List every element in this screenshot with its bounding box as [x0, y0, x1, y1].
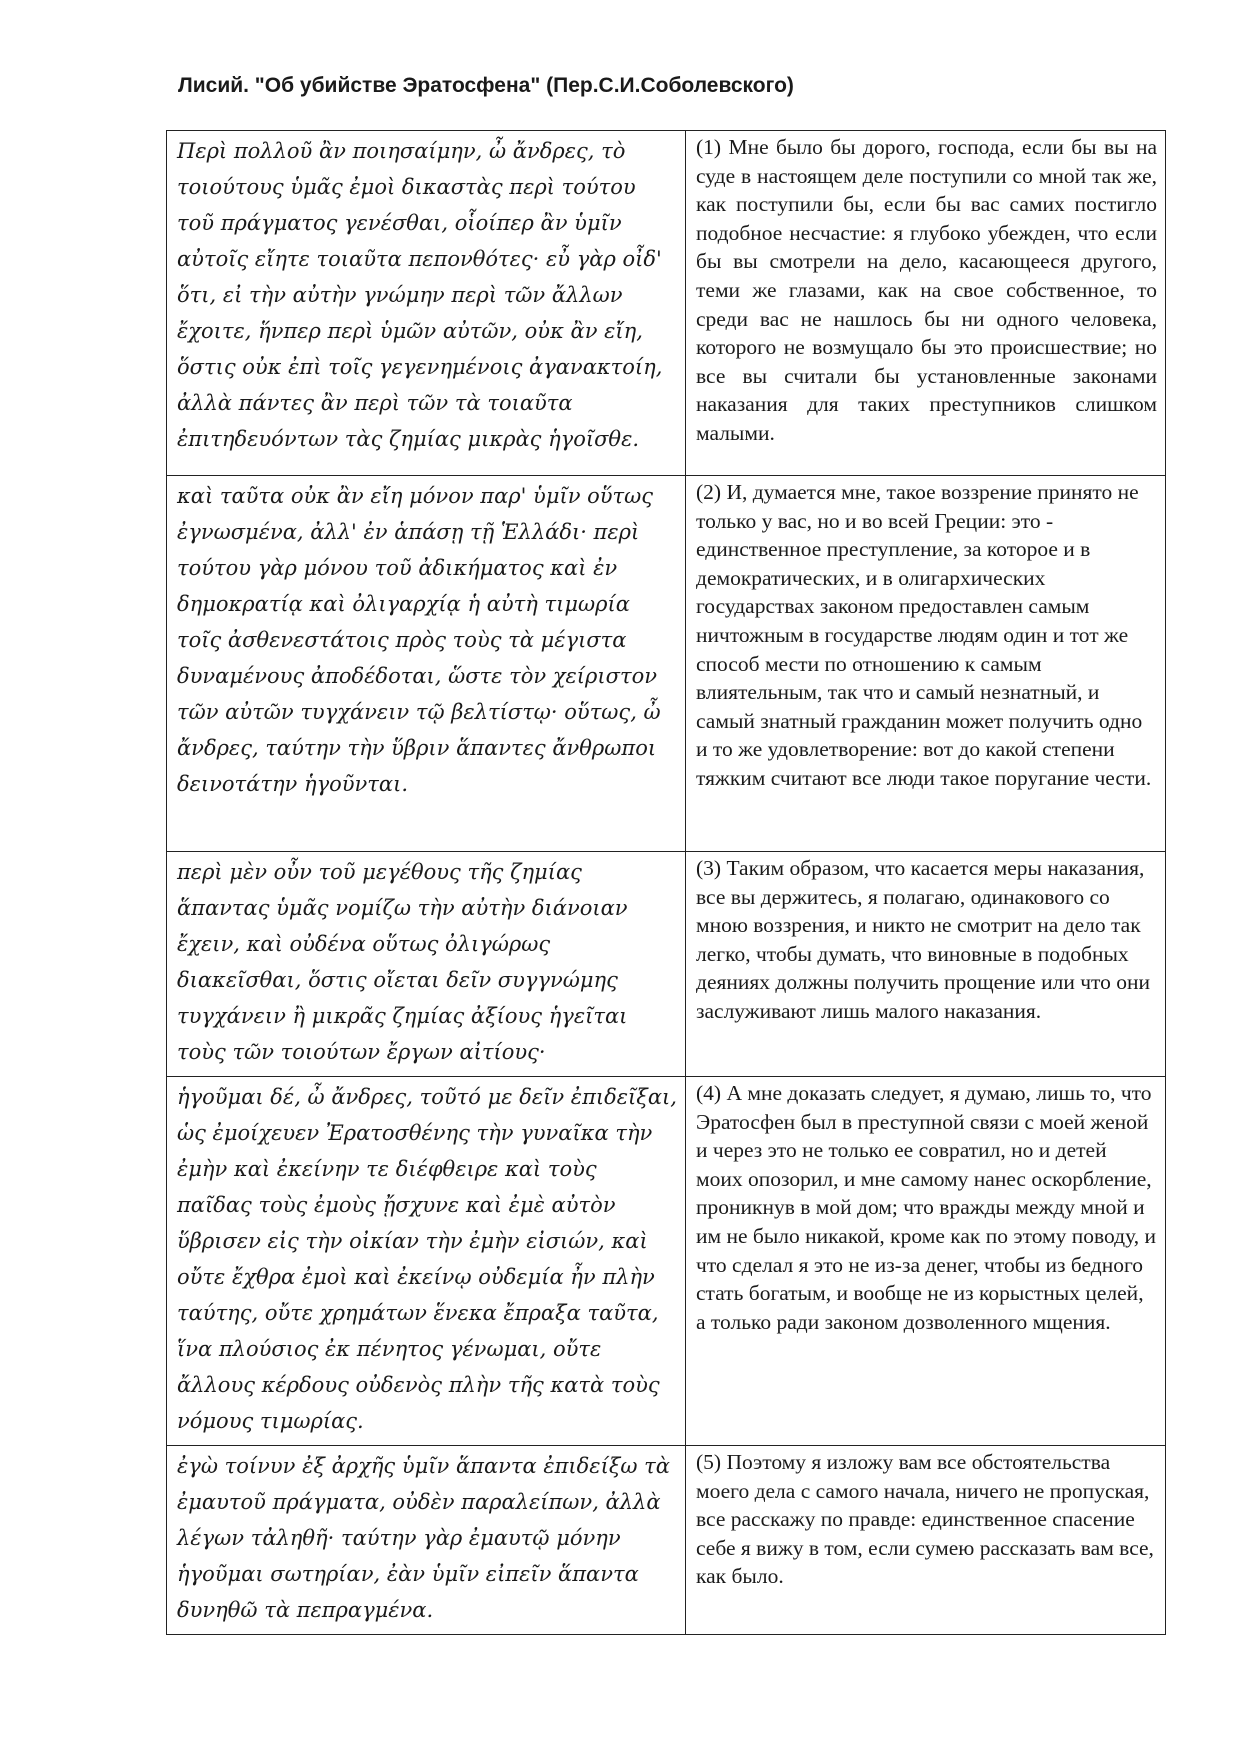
- parallel-text-table: [166, 130, 1166, 1635]
- table-row: [167, 1446, 1166, 1635]
- greek-text-cell: περὶ μὲν οὖν τοῦ μεγέθους τῆς ζημίας ἅπαντας ὑμᾶς νομίζω τὴν αὐτὴν διάνοιαν ἔχειν, καὶ οὐδένα οὕτως ὀλιγώρως διακεῖσθαι, ὅστις οἴεται δεῖν συγγνώμης τυγχάνειν ἢ μικρᾶς ζημίας ἀξίους ἡγεῖται τοὺς τῶν τοιούτων ἔργων αἰτίους·: [167, 852, 686, 1077]
- russian-text-cell: (4) А мне доказать следует, я думаю, лишь то, что Эратосфен был в преступной связи с моей женой и через это не только ее совратил, но и детей моих опозорил, и мне самому нанес оскорбление, проникнув в мой дом; что вражды между мной и им не было никакой, кроме как по этому поводу, и что сделал я это не из-за денег, чтобы из бедного стать богатым, и вообще не из корыстных целей, а только ради законом дозволенного мщения.: [686, 1077, 1166, 1446]
- table-row: [167, 131, 1166, 476]
- greek-text-cell: ἐγὼ τοίνυν ἐξ ἀρχῆς ὑμῖν ἅπαντα ἐπιδείξω τὰ ἐμαυτοῦ πράγματα, οὐδὲν παραλείπων, ἀλλὰ λέγων τἀληθῆ· ταύτην γὰρ ἐμαυτῷ μόνην ἡγοῦμαι σωτηρίαν, ἐὰν ὑμῖν εἰπεῖν ἅπαντα δυνηθῶ τὰ πεπραγμένα.: [167, 1446, 686, 1635]
- page-title: Лисий. "Об убийстве Эратосфена" (Пер.С.И.Соболевского): [178, 74, 794, 97]
- greek-text-cell: Περὶ πολλοῦ ἂν ποιησαίμην, ὦ ἄνδρες, τὸ τοιούτους ὑμᾶς ἐμοὶ δικαστὰς περὶ τούτου τοῦ πράγματος γενέσθαι, οἷοίπερ ἂν ὑμῖν αὐτοῖς εἴητε τοιαῦτα πεπονθότες· εὖ γὰρ οἶδ' ὅτι, εἰ τὴν αὐτὴν γνώμην περὶ τῶν ἄλλων ἔχοιτε, ἥνπερ περὶ ὑμῶν αὐτῶν, οὐκ ἂν εἴη, ὅστις οὐκ ἐπὶ τοῖς γεγενημένοις ἀγανακτοίη, ἀλλὰ πάντες ἂν περὶ τῶν τὰ τοιαῦτα ἐπιτηδευόντων τὰς ζημίας μικρὰς ἡγοῖσθε.: [167, 131, 686, 476]
- russian-text-cell: (2) И, думается мне, такое воззрение принято не только у вас, но и во всей Греции: это - единственное преступление, за которое и в демократических, и в олигархических государствах законом предоставлен самым ничтожным в государстве людям один и тот же способ мести по отношению к самым влиятельным, так что и самый незнатный, и самый знатный гражданин может получить одно и то же удовлетворение: вот до какой степени тяжким считают все люди такое поругание чести.: [686, 476, 1166, 852]
- russian-text-cell: (1) Мне было бы дорого, господа, если бы вы на суде в настоящем деле поступили со мной так же, как поступили бы, если бы вас самих постигло подобное несчастие: я глубоко убежден, что если бы вы смотрели на дело, касающееся другого, теми же глазами, как на свое собственное, то среди вас не нашлось бы ни одного человека, которого не возмущало бы это происшествие; но все вы считали бы установленные законами наказания для таких преступников слишком малыми.: [686, 131, 1166, 476]
- russian-text-cell: (3) Таким образом, что касается меры наказания, все вы держитесь, я полагаю, одинакового со мною воззрения, и никто не смотрит на дело так легко, чтобы думать, что виновные в подобных деяниях должны получить прощение или что они заслуживают лишь малого наказания.: [686, 852, 1166, 1077]
- greek-text-cell: καὶ ταῦτα οὐκ ἂν εἴη μόνον παρ' ὑμῖν οὕτως ἐγνωσμένα, ἀλλ' ἐν ἁπάσῃ τῇ Ἑλλάδι· περὶ τούτου γὰρ μόνου τοῦ ἀδικήματος καὶ ἐν δημοκρατίᾳ καὶ ὀλιγαρχίᾳ ἡ αὐτὴ τιμωρία τοῖς ἀσθενεστάτοις πρὸς τοὺς τὰ μέγιστα δυναμένους ἀποδέδοται, ὥστε τὸν χείριστον τῶν αὐτῶν τυγχάνειν τῷ βελτίστῳ· οὕτως, ὦ ἄνδρες, ταύτην τὴν ὕβριν ἅπαντες ἄνθρωποι δεινοτάτην ἡγοῦνται.: [167, 476, 686, 852]
- table-row: [167, 476, 1166, 852]
- table-row: [167, 1077, 1166, 1446]
- table-row: [167, 852, 1166, 1077]
- greek-text-cell: ἡγοῦμαι δέ, ὦ ἄνδρες, τοῦτό με δεῖν ἐπιδεῖξαι, ὡς ἐμοίχευεν Ἐρατοσθένης τὴν γυναῖκα τὴν ἐμὴν καὶ ἐκείνην τε διέφθειρε καὶ τοὺς παῖδας τοὺς ἐμοὺς ᾔσχυνε καὶ ἐμὲ αὐτὸν ὕβρισεν εἰς τὴν οἰκίαν τὴν ἐμὴν εἰσιών, καὶ οὔτε ἔχθρα ἐμοὶ καὶ ἐκείνῳ οὐδεμία ἦν πλὴν ταύτης, οὔτε χρημάτων ἕνεκα ἔπραξα ταῦτα, ἵνα πλούσιος ἐκ πένητος γένωμαι, οὔτε ἄλλους κέρδους οὐδενὸς πλὴν τῆς κατὰ τοὺς νόμους τιμωρίας.: [167, 1077, 686, 1446]
- russian-text-cell: (5) Поэтому я изложу вам все обстоятельства моего дела с самого начала, ничего не пропуская, все расскажу по правде: единственное спасение себе я вижу в том, если сумею рассказать вам все, как было.: [686, 1446, 1166, 1635]
